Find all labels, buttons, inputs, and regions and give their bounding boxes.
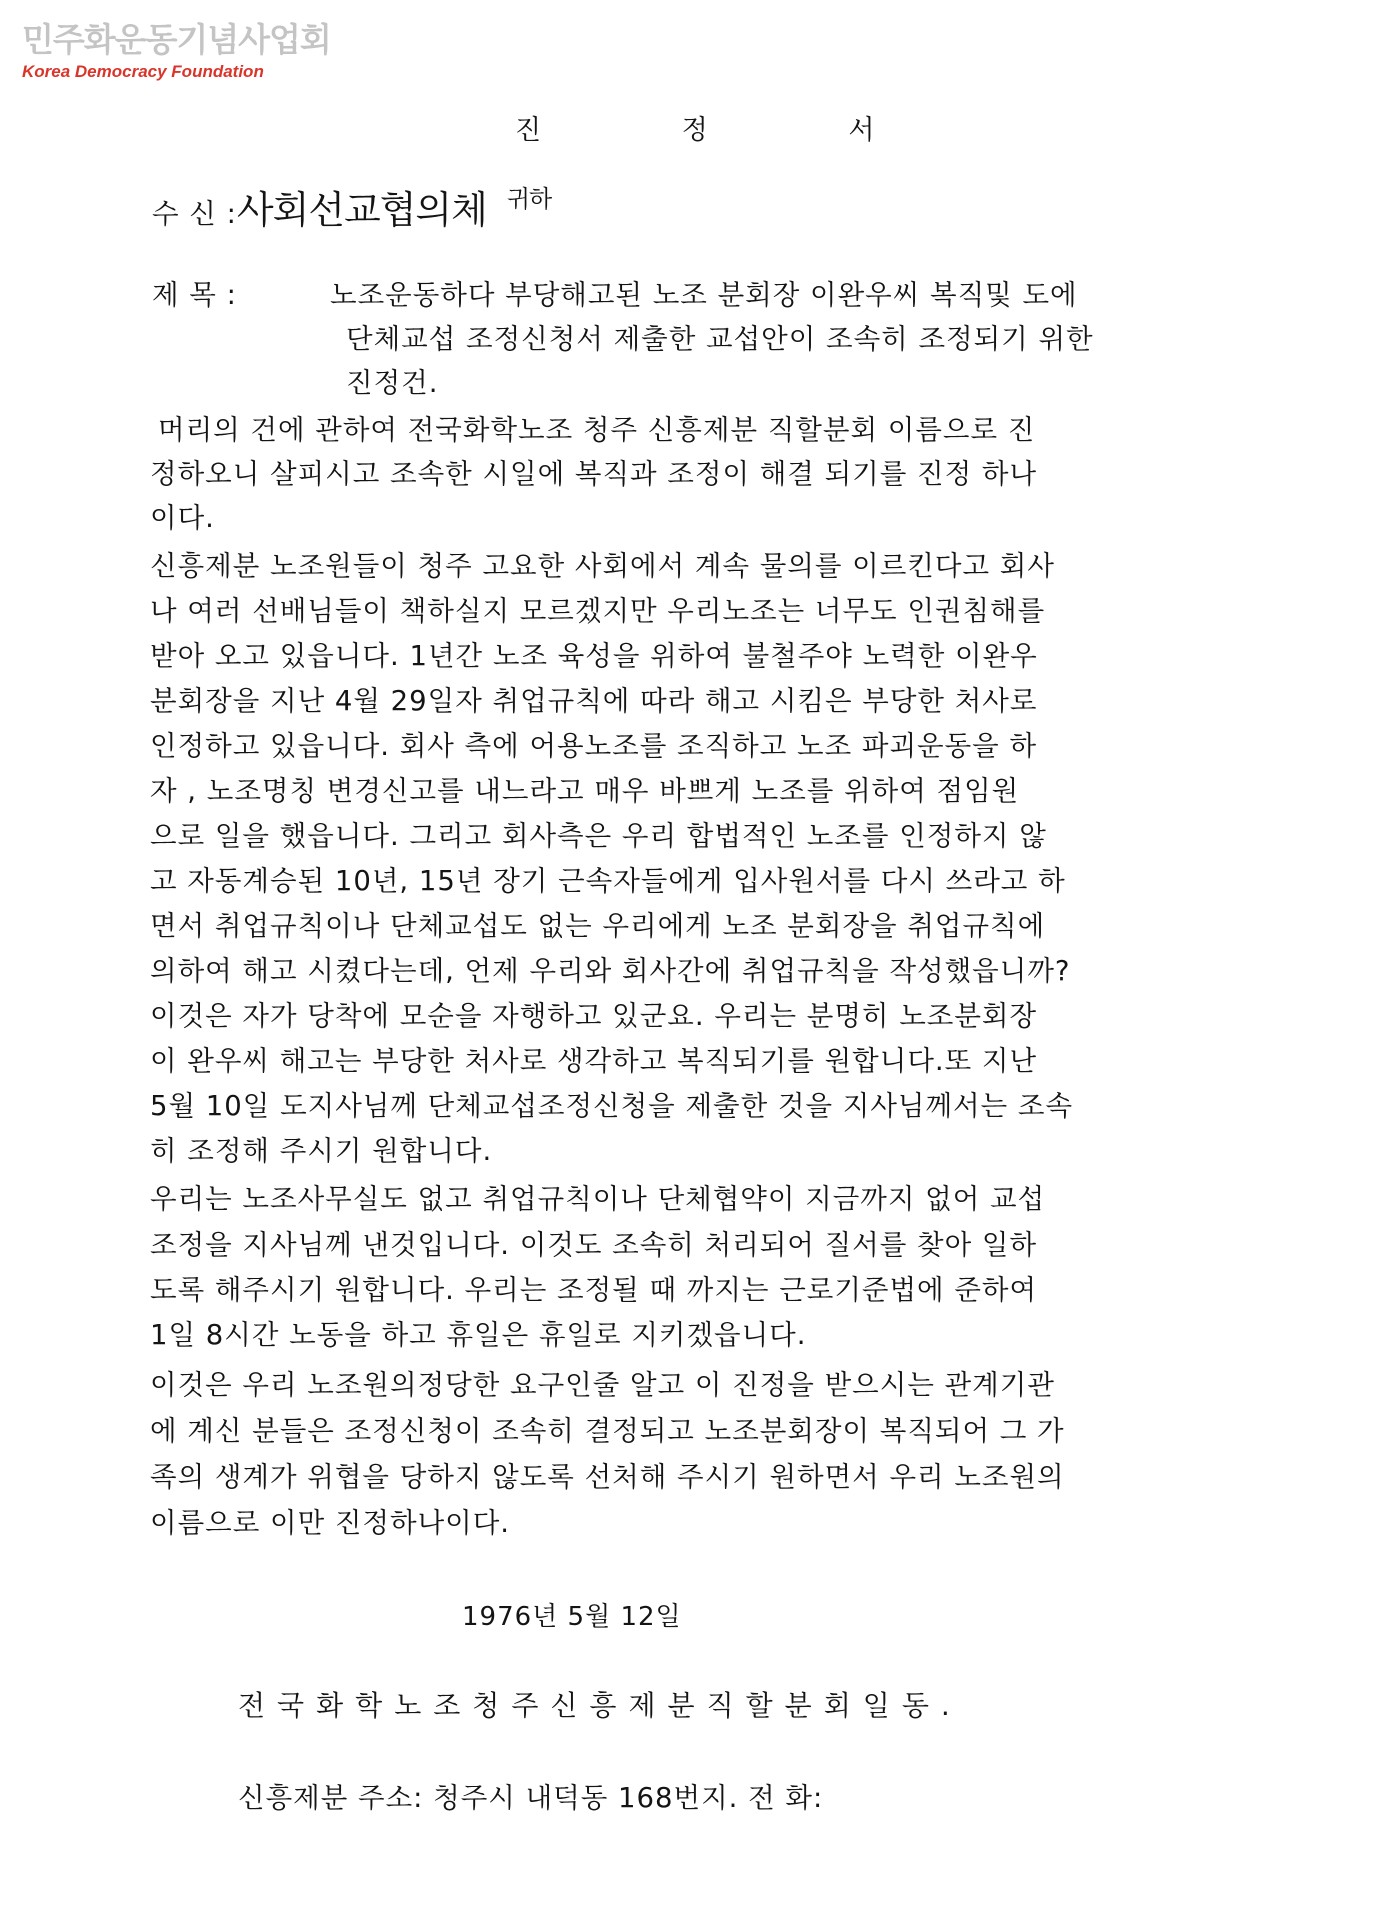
body-line: 이다. (150, 502, 215, 534)
watermark-org-english: Korea Democracy Foundation (22, 62, 264, 81)
subject-label: 제 목 : (152, 279, 237, 311)
recipient-honorific: 귀하 (506, 185, 552, 213)
body-line: 분회장을 지난 4월 29일자 취업규칙에 따라 해고 시킴은 부당한 처사로 (150, 685, 1038, 717)
body-line: 의하여 해고 시켰다는데, 언제 우리와 회사간에 취업규칙을 작성했읍니까? (150, 955, 1071, 987)
body-line: 5월 10일 도지사님께 단체교섭조정신청을 제출한 것을 지사님께서는 조속 (150, 1090, 1074, 1122)
body-line: 으로 일을 했읍니다. 그리고 회사측은 우리 합법적인 노조를 인정하지 않 (150, 820, 1047, 852)
body-line: 면서 취업규칙이나 단체교섭도 없는 우리에게 노조 분회장을 취업규칙에 (150, 910, 1046, 942)
subject-line: 단체교섭 조정신청서 제출한 교섭안이 조속히 조정되기 위한 (346, 323, 1094, 355)
recipient-line (152, 185, 552, 233)
document-date: 1976년 5월 12일 (462, 1602, 682, 1632)
body-line: 이것은 자가 당착에 모순을 자행하고 있군요. 우리는 분명히 노조분회장 (150, 1000, 1038, 1032)
body-line: 받아 오고 있읍니다. 1년간 노조 육성을 위하여 불철주야 노력한 이완우 (150, 640, 1038, 672)
address-line: 신흥제분 주소: 청주시 내덕동 168번지. 전 화: (238, 1782, 824, 1814)
recipient-label: 수 신 : (152, 198, 237, 230)
subject-line: 노조운동하다 부당해고된 노조 분회장 이완우씨 복직및 도에 (330, 279, 1078, 311)
body-line: 족의 생계가 위협을 당하지 않도록 선처해 주시기 원하면서 우리 노조원의 (150, 1461, 1065, 1493)
watermark (22, 20, 331, 82)
signature-line: 전국화학노조청주신흥제분직할분회일동. (238, 1689, 962, 1722)
body-line: 정하오니 살피시고 조속한 시일에 복직과 조정이 해결 되기를 진정 하나 (150, 458, 1038, 490)
body-line: 이것은 우리 노조원의정당한 요구인줄 알고 이 진정을 받으시는 관계기관 (150, 1369, 1055, 1401)
body-line: 이 완우씨 해고는 부당한 처사로 생각하고 복직되기를 원합니다.또 지난 (150, 1045, 1038, 1077)
subject-line: 진정건. (346, 367, 439, 399)
body-line: 우리는 노조사무실도 없고 취업규칙이나 단체협약이 지금까지 없어 교섭 (150, 1183, 1046, 1215)
body-line: 신흥제분 노조원들이 청주 고요한 사회에서 계속 물의를 이르킨다고 회사 (150, 550, 1055, 582)
body-line: 도록 해주시기 원합니다. 우리는 조정될 때 까지는 근로기준법에 준하여 (150, 1274, 1038, 1306)
body-line: 조정을 지사님께 낸것입니다. 이것도 조속히 처리되어 질서를 찾아 일하 (150, 1229, 1038, 1261)
body-line: 자 , 노조명칭 변경신고를 내느라고 매우 바쁘게 노조를 위하여 점임원 (150, 775, 1020, 807)
body-line: 나 여러 선배님들이 책하실지 모르겠지만 우리노조는 너무도 인권침해를 (150, 595, 1046, 627)
body-line: 이름으로 이만 진정하나이다. (150, 1507, 511, 1539)
recipient-name: 사회선교협의체 (236, 188, 487, 232)
watermark-org-korean: 민주화운동기념사업회 (22, 20, 331, 59)
document-title: 진 정 서 (515, 115, 941, 146)
body-line: 머리의 건에 관하여 전국화학노조 청주 신흥제분 직할분회 이름으로 진 (158, 414, 1036, 446)
body-line: 고 자동계승된 10년, 15년 장기 근속자들에게 입사원서를 다시 쓰라고 하 (150, 865, 1066, 897)
body-line: 에 계신 분들은 조정신청이 조속히 결정되고 노조분회장이 복직되어 그 가 (150, 1415, 1065, 1447)
body-line: 히 조정해 주시기 원합니다. (150, 1135, 493, 1167)
body-line: 인정하고 있읍니다. 회사 측에 어용노조를 조직하고 노조 파괴운동을 하 (150, 730, 1038, 762)
body-line: 1일 8시간 노동을 하고 휴일은 휴일로 지키겠읍니다. (150, 1319, 807, 1351)
